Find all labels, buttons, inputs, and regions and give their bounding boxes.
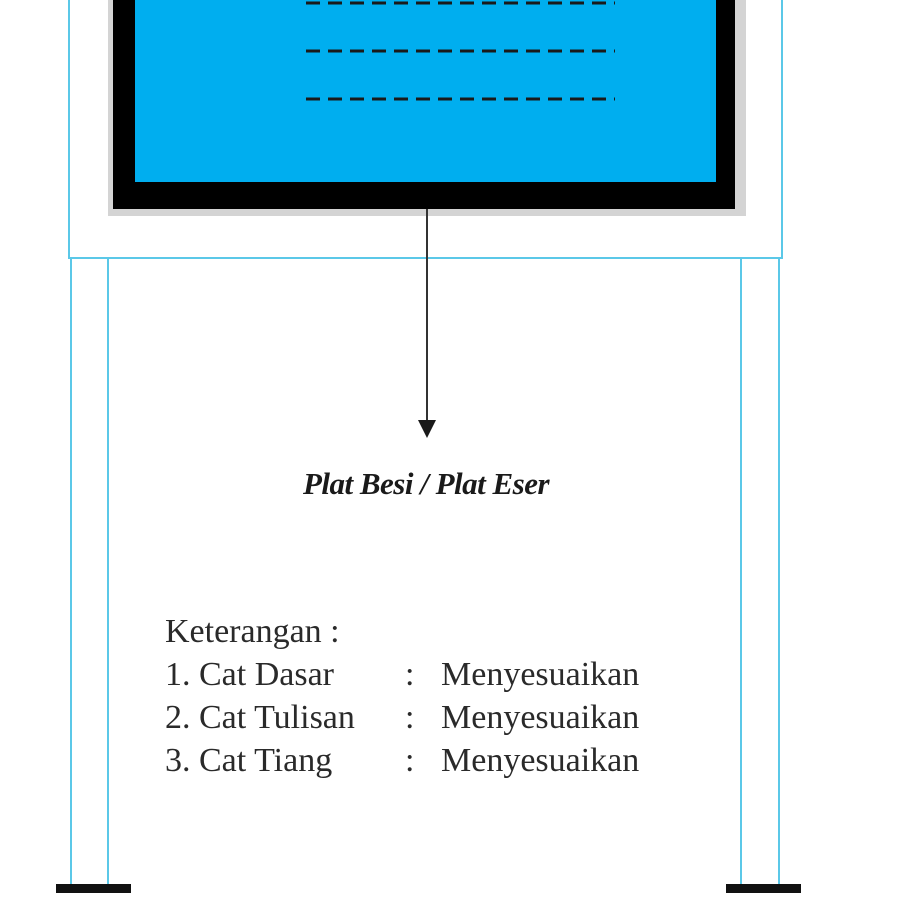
right-foot-plate [726, 884, 801, 893]
legend [165, 610, 640, 782]
material-caption: Plat Besi / Plat Eser [302, 466, 550, 501]
legend-title: Keterangan : [165, 613, 340, 650]
legend-item-value: Menyesuaikan [441, 742, 640, 779]
legend-item-value: Menyesuaikan [441, 656, 640, 693]
legend-item-label: 1. Cat Dasar [165, 656, 335, 693]
legend-item-value: Menyesuaikan [441, 699, 640, 736]
legend-item [165, 696, 640, 739]
legend-item [165, 739, 640, 782]
legend-item-label: 3. Cat Tiang [165, 742, 333, 779]
legend-item-separator: : [405, 699, 415, 736]
legend-item-separator: : [405, 656, 415, 693]
legend-item-label: 2. Cat Tulisan [165, 699, 355, 736]
legend-item-separator: : [405, 742, 415, 779]
pointer-arrow-head [418, 420, 436, 438]
board-panel [135, 0, 716, 182]
legend-item [165, 653, 640, 696]
left-foot-plate [56, 884, 131, 893]
